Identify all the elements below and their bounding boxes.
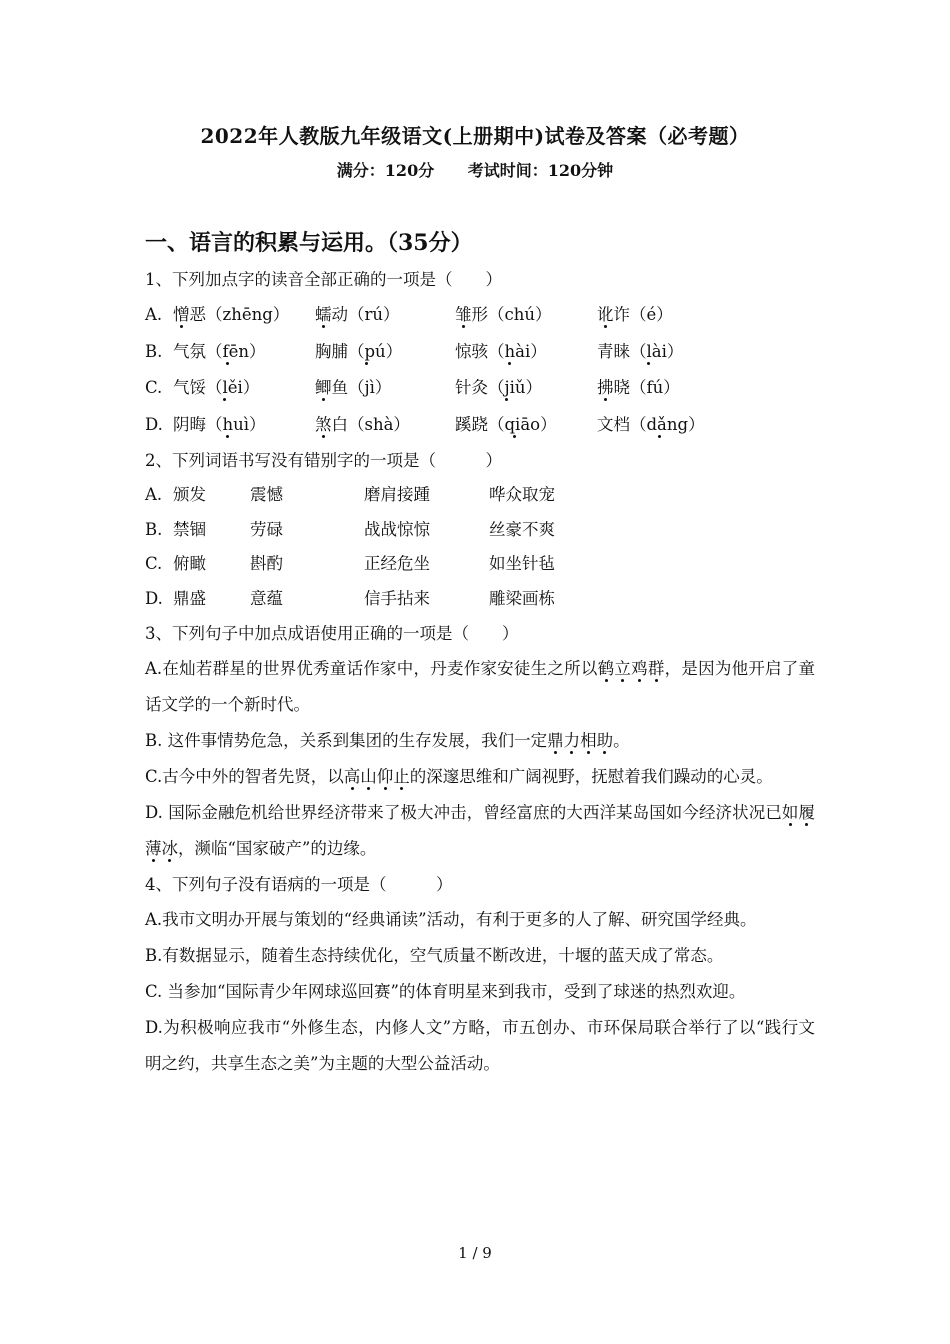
q1-option bbox=[145, 370, 815, 407]
option-word: 颁发 bbox=[173, 485, 206, 504]
option-label: A. bbox=[145, 485, 163, 504]
option-word: 磨肩接踵 bbox=[364, 485, 430, 504]
option-item: 拂晓（fú） bbox=[597, 378, 680, 397]
q2-stem: 2、下列词语书写没有错别字的一项是（ ） bbox=[145, 451, 502, 470]
q3-stem: 3、下列句子中加点成语使用正确的一项是（ ） bbox=[145, 624, 519, 643]
q4-option-b: B.有数据显示，随着生态持续优化，空气质量不断改进，十堰的蓝天成了常态。 bbox=[145, 946, 724, 965]
option-word: 意蕴 bbox=[250, 588, 283, 608]
option-item: 惊骇（hài） bbox=[455, 341, 547, 361]
exam-meta bbox=[0, 158, 950, 181]
option-item: 煞白（shà） bbox=[315, 414, 410, 434]
option-word: 哗众取宠 bbox=[489, 485, 555, 504]
q2-option bbox=[145, 582, 815, 617]
q3-option-a: A.在灿若群星的世界优秀童话作家中，丹麦作家安徒生之所以鹤立鸡群，是因为他开启了童话文学的一个新时代。 bbox=[145, 659, 816, 714]
option-word: 正经危坐 bbox=[364, 554, 430, 573]
q1-options bbox=[145, 297, 815, 443]
q1-option bbox=[145, 334, 815, 371]
q3-option-b: B. 这件事情势危急，关系到集团的生存发展，我们一定鼎力相助。 bbox=[145, 731, 630, 750]
score-label: 满分：120分 bbox=[336, 161, 435, 180]
option-word: 丝豪不爽 bbox=[489, 519, 555, 539]
q3-option-d: D. 国际金融危机给世界经济带来了极大冲击，曾经富庶的大西洋某岛国如今经济状况已如履薄冰，濒临“国家破产”的边缘。 bbox=[145, 803, 815, 858]
time-label: 考试时间：120分钟 bbox=[467, 161, 614, 180]
option-word: 战战惊惊 bbox=[364, 519, 430, 539]
q4-stem: 4、下列句子没有语病的一项是（ ） bbox=[145, 875, 453, 894]
option-word: 震憾 bbox=[250, 485, 283, 504]
option-item: 青睐（lài） bbox=[597, 341, 684, 361]
q4-option-d: D.为积极响应我市“外修生态，内修人文”方略，市五创办、市环保局联合举行了以“践行文明之约，共享生态之美”为主题的大型公益活动。 bbox=[145, 1018, 815, 1073]
option-label: B. bbox=[145, 519, 163, 539]
option-label: A. bbox=[145, 305, 163, 324]
option-label: B. bbox=[145, 341, 163, 361]
option-label: D. bbox=[145, 588, 163, 608]
q2-option bbox=[145, 547, 815, 582]
option-item: 气馁（lěi） bbox=[173, 378, 260, 397]
option-word: 鼎盛 bbox=[173, 588, 206, 608]
option-item: 蹊跷（qiāo） bbox=[455, 414, 557, 434]
q2-option bbox=[145, 478, 815, 513]
q4-option-a: A.我市文明办开展与策划的“经典诵读”活动，有利于更多的人了解、研究国学经典。 bbox=[145, 910, 757, 929]
q2-options bbox=[145, 478, 815, 616]
option-item: 针灸（jiǔ） bbox=[455, 378, 543, 397]
option-item: 阴晦（huì） bbox=[173, 414, 266, 434]
option-label: D. bbox=[145, 414, 163, 434]
option-item: 文档（dǎng） bbox=[597, 414, 705, 434]
option-word: 俯瞰 bbox=[173, 554, 206, 573]
q2-option bbox=[145, 513, 815, 548]
q1-option bbox=[145, 407, 815, 444]
q4-option-c: C. 当参加“国际青少年网球巡回赛”的体育明星来到我市，受到了球迷的热烈欢迎。 bbox=[145, 982, 746, 1001]
option-item: 鲫鱼（jì） bbox=[315, 378, 392, 397]
option-word: 劳碌 bbox=[250, 519, 283, 539]
questions bbox=[145, 262, 815, 1082]
option-item: 憎恶（zhēng） bbox=[173, 305, 290, 324]
section-heading: 一、语言的积累与运用。（35分） bbox=[145, 230, 473, 256]
q1-stem: 1、下列加点字的读音全部正确的一项是（ ） bbox=[145, 270, 502, 289]
option-word: 信手拈来 bbox=[364, 588, 430, 608]
q3-option-c: C.古今中外的智者先贤，以高山仰止的深邃思维和广阔视野，抚慰着我们躁动的心灵。 bbox=[145, 767, 773, 786]
option-label: C. bbox=[145, 378, 163, 397]
option-item: 讹诈（é） bbox=[597, 305, 673, 324]
option-word: 雕梁画栋 bbox=[489, 588, 555, 608]
option-word: 如坐针毡 bbox=[489, 554, 555, 573]
option-word: 禁锢 bbox=[173, 519, 206, 539]
page-number: 1 / 9 bbox=[458, 1244, 492, 1262]
option-label: C. bbox=[145, 554, 163, 573]
option-word: 斟酌 bbox=[250, 554, 283, 573]
option-item: 蠕动（rú） bbox=[315, 305, 400, 324]
exam-title: 2022年人教版九年级语文(上册期中)试卷及答案（必考题） bbox=[200, 124, 750, 148]
option-item: 胸脯（pú） bbox=[315, 341, 403, 361]
option-item: 气氛（fēn） bbox=[173, 341, 266, 361]
option-item: 雏形（chú） bbox=[455, 305, 552, 324]
q1-option bbox=[145, 297, 815, 334]
